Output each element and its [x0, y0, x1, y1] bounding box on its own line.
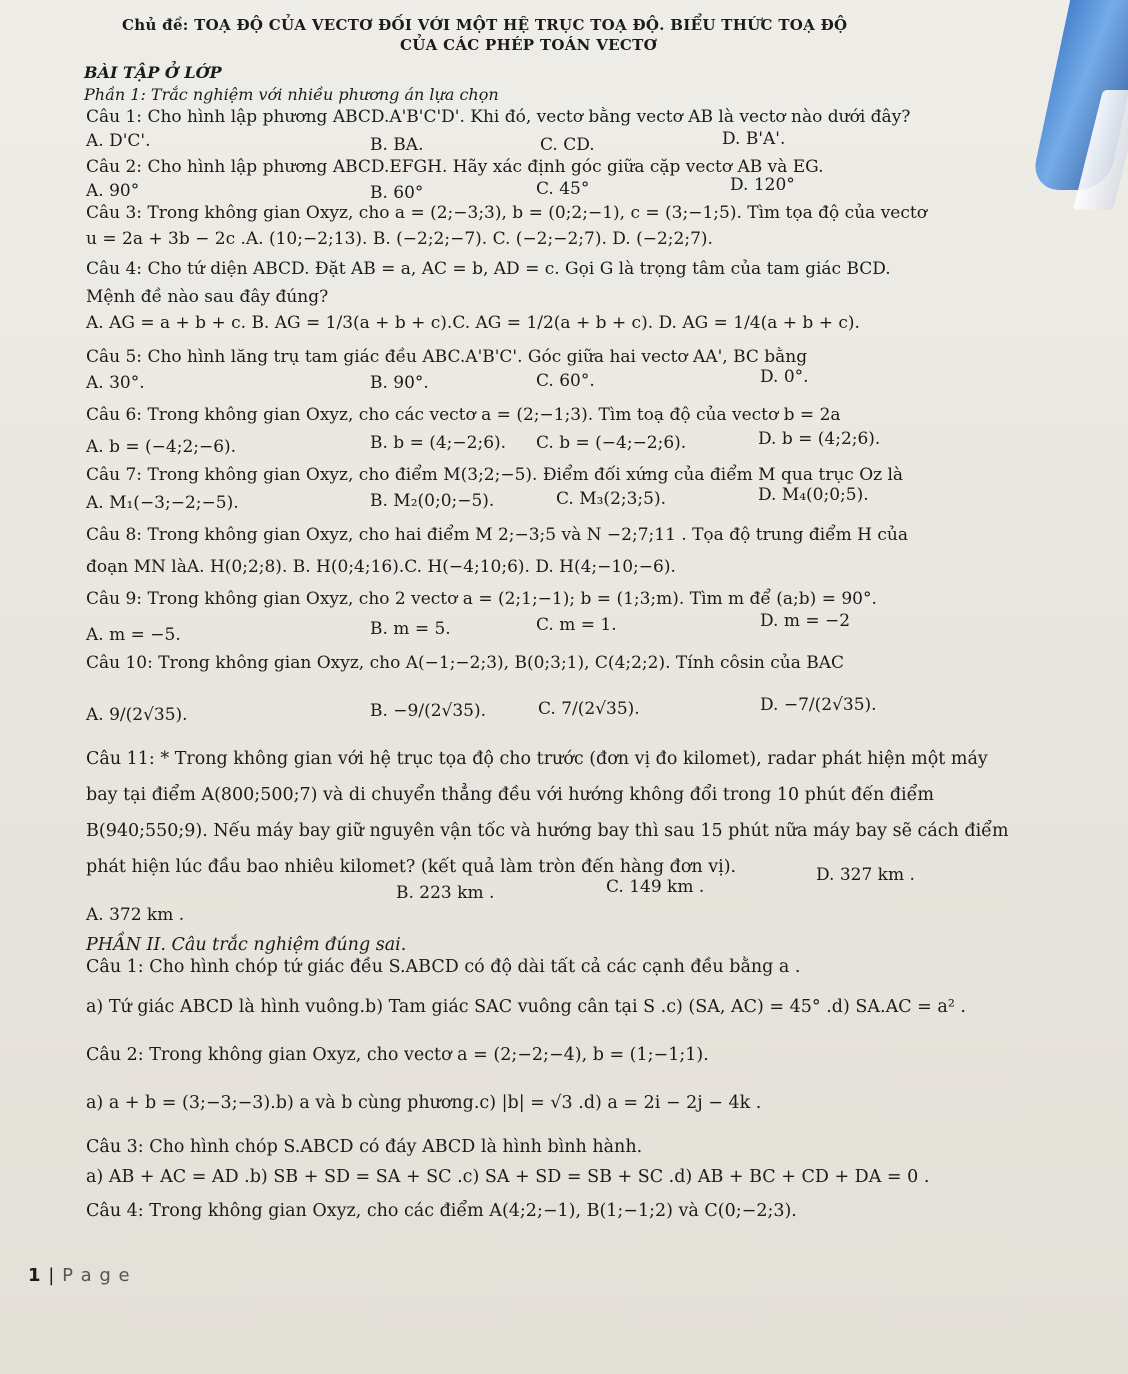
- q10-option-b: B. −9/(2√35).: [370, 701, 487, 721]
- page-label: P a g e: [62, 1265, 131, 1286]
- q1-option-b: B. BA.: [370, 135, 424, 155]
- title-line-1: Chủ đề: TOẠ ĐỘ CỦA VECTƠ ĐỐI VỚI MỘT HỆ TRỤC TOẠ ĐỘ. BIỂU THỨC TOẠ ĐỘ: [122, 16, 848, 34]
- q7-stem: Câu 7: Trong không gian Oxyz, cho điểm M(3;2;−5). Điểm đối xứng của điểm M qua trục Oz là: [86, 465, 904, 485]
- q11-option-c: C. 149 km .: [606, 877, 705, 897]
- q7-option-d: D. M₄(0;0;5).: [758, 485, 869, 505]
- part1-heading: Phần 1: Trắc nghiệm với nhiều phương án lựa chọn: [84, 85, 499, 104]
- q8-options: đoạn MN làA. H(0;2;8). B. H(0;4;16).C. H(−4;10;6). D. H(4;−10;−6).: [86, 557, 676, 577]
- q9-option-c: C. m = 1.: [536, 615, 617, 635]
- q1-option-d: D. B'A'.: [722, 129, 786, 149]
- q6-option-a: A. b = (−4;2;−6).: [86, 437, 237, 457]
- q4-stem: Câu 4: Cho tứ diện ABCD. Đặt AB = a, AC = b, AD = c. Gọi G là trọng tâm của tam giác BCD.: [86, 259, 891, 279]
- q10-option-c: C. 7/(2√35).: [538, 699, 640, 719]
- p2-q3-stem: Câu 3: Cho hình chóp S.ABCD có đáy ABCD là hình bình hành.: [86, 1137, 643, 1157]
- page-separator: |: [48, 1265, 56, 1286]
- q2-option-b: B. 60°: [370, 183, 424, 203]
- q1-stem: Câu 1: Cho hình lập phương ABCD.A'B'C'D'. Khi đó, vectơ bằng vectơ AB là vectơ nào dưới đây?: [86, 107, 911, 127]
- page-footer: [28, 1265, 131, 1286]
- q9-option-a: A. m = −5.: [86, 625, 181, 645]
- part2-heading: PHẦN II. Câu trắc nghiệm đúng sai.: [86, 935, 407, 955]
- section-heading: BÀI TẬP Ở LỚP: [84, 63, 222, 82]
- q11-line-3: B(940;550;9). Nếu máy bay giữ nguyên vận tốc và hướng bay thì sau 15 phút nữa máy bay sẽ cách điểm: [86, 821, 1009, 841]
- q9-stem: Câu 9: Trong không gian Oxyz, cho 2 vectơ a = (2;1;−1); b = (1;3;m). Tìm m để (a;b) = 90°.: [86, 589, 877, 609]
- q1-option-a: A. D'C'.: [86, 131, 151, 151]
- p2-q3-statements: a) AB + AC = AD .b) SB + SD = SA + SC .c) SA + SD = SB + SC .d) AB + BC + CD + DA = 0 .: [86, 1167, 930, 1187]
- p2-q2-stem: Câu 2: Trong không gian Oxyz, cho vectơ a = (2;−2;−4), b = (1;−1;1).: [86, 1045, 709, 1065]
- title-line-2: CỦA CÁC PHÉP TOÁN VECTƠ: [400, 36, 657, 54]
- q2-option-a: A. 90°: [86, 181, 140, 201]
- q2-stem: Câu 2: Cho hình lập phương ABCD.EFGH. Hãy xác định góc giữa cặp vectơ AB và EG.: [86, 157, 824, 177]
- q4-stem-2: Mệnh đề nào sau đây đúng?: [86, 287, 329, 307]
- q10-stem: Câu 10: Trong không gian Oxyz, cho A(−1;−2;3), B(0;3;1), C(4;2;2). Tính côsin của BAC: [86, 653, 845, 673]
- q11-line-4: phát hiện lúc đầu bao nhiêu kilomet? (kết quả làm tròn đến hàng đơn vị).: [86, 857, 737, 877]
- q7-option-a: A. M₁(−3;−2;−5).: [86, 493, 239, 513]
- q1-option-c: C. CD.: [540, 135, 595, 155]
- q11-option-a: A. 372 km .: [86, 905, 185, 925]
- q7-option-b: B. M₂(0;0;−5).: [370, 491, 495, 511]
- q9-option-b: B. m = 5.: [370, 619, 451, 639]
- q6-option-b: B. b = (4;−2;6).: [370, 433, 507, 453]
- page-number: 1: [28, 1265, 42, 1286]
- q3-stem: Câu 3: Trong không gian Oxyz, cho a = (2;−3;3), b = (0;2;−1), c = (3;−1;5). Tìm tọa độ của vectơ: [86, 203, 927, 223]
- q3-options: u = 2a + 3b − 2c .A. (10;−2;13). B. (−2;2;−7). C. (−2;−2;7). D. (−2;2;7).: [86, 229, 713, 249]
- q5-option-a: A. 30°.: [86, 373, 145, 393]
- q10-option-d: D. −7/(2√35).: [760, 695, 877, 715]
- q5-option-b: B. 90°.: [370, 373, 429, 393]
- q8-stem: Câu 8: Trong không gian Oxyz, cho hai điểm M 2;−3;5 và N −2;7;11 . Tọa độ trung điểm H của: [86, 525, 909, 545]
- q2-option-c: C. 45°: [536, 179, 590, 199]
- p2-q1-stem: Câu 1: Cho hình chóp tứ giác đều S.ABCD có độ dài tất cả các cạnh đều bằng a .: [86, 957, 801, 977]
- q10-option-a: A. 9/(2√35).: [86, 705, 188, 725]
- p2-q2-statements: a) a + b = (3;−3;−3).b) a và b cùng phương.c) |b| = √3 .d) a = 2i − 2j − 4k .: [86, 1093, 762, 1113]
- q11-option-d: D. 327 km .: [816, 865, 915, 885]
- q6-option-d: D. b = (4;2;6).: [758, 429, 881, 449]
- q7-option-c: C. M₃(2;3;5).: [556, 489, 667, 509]
- q2-option-d: D. 120°: [730, 175, 795, 195]
- p2-q4-stem: Câu 4: Trong không gian Oxyz, cho các điểm A(4;2;−1), B(1;−1;2) và C(0;−2;3).: [86, 1201, 797, 1221]
- p2-q1-statements: a) Tứ giác ABCD là hình vuông.b) Tam giác SAC vuông cân tại S .c) (SA, AC) = 45° .d) SA.AC = a² .: [86, 997, 966, 1017]
- q6-stem: Câu 6: Trong không gian Oxyz, cho các vectơ a = (2;−1;3). Tìm toạ độ của vectơ b = 2a: [86, 405, 841, 425]
- q11-line-1: Câu 11: * Trong không gian với hệ trục tọa độ cho trước (đơn vị đo kilomet), radar phát hiện một máy: [86, 749, 988, 769]
- q5-option-d: D. 0°.: [760, 367, 809, 387]
- q11-option-b: B. 223 km .: [396, 883, 495, 903]
- q5-stem: Câu 5: Cho hình lăng trụ tam giác đều ABC.A'B'C'. Góc giữa hai vectơ AA', BC bằng: [86, 347, 808, 367]
- q9-option-d: D. m = −2: [760, 611, 851, 631]
- q6-option-c: C. b = (−4;−2;6).: [536, 433, 687, 453]
- q5-option-c: C. 60°.: [536, 371, 595, 391]
- q4-options: A. AG = a + b + c. B. AG = 1/3(a + b + c).C. AG = 1/2(a + b + c). D. AG = 1/4(a + b + c).: [86, 313, 860, 333]
- q11-line-2: bay tại điểm A(800;500;7) và di chuyển thẳng đều với hướng không đổi trong 10 phút đến điểm: [86, 785, 934, 805]
